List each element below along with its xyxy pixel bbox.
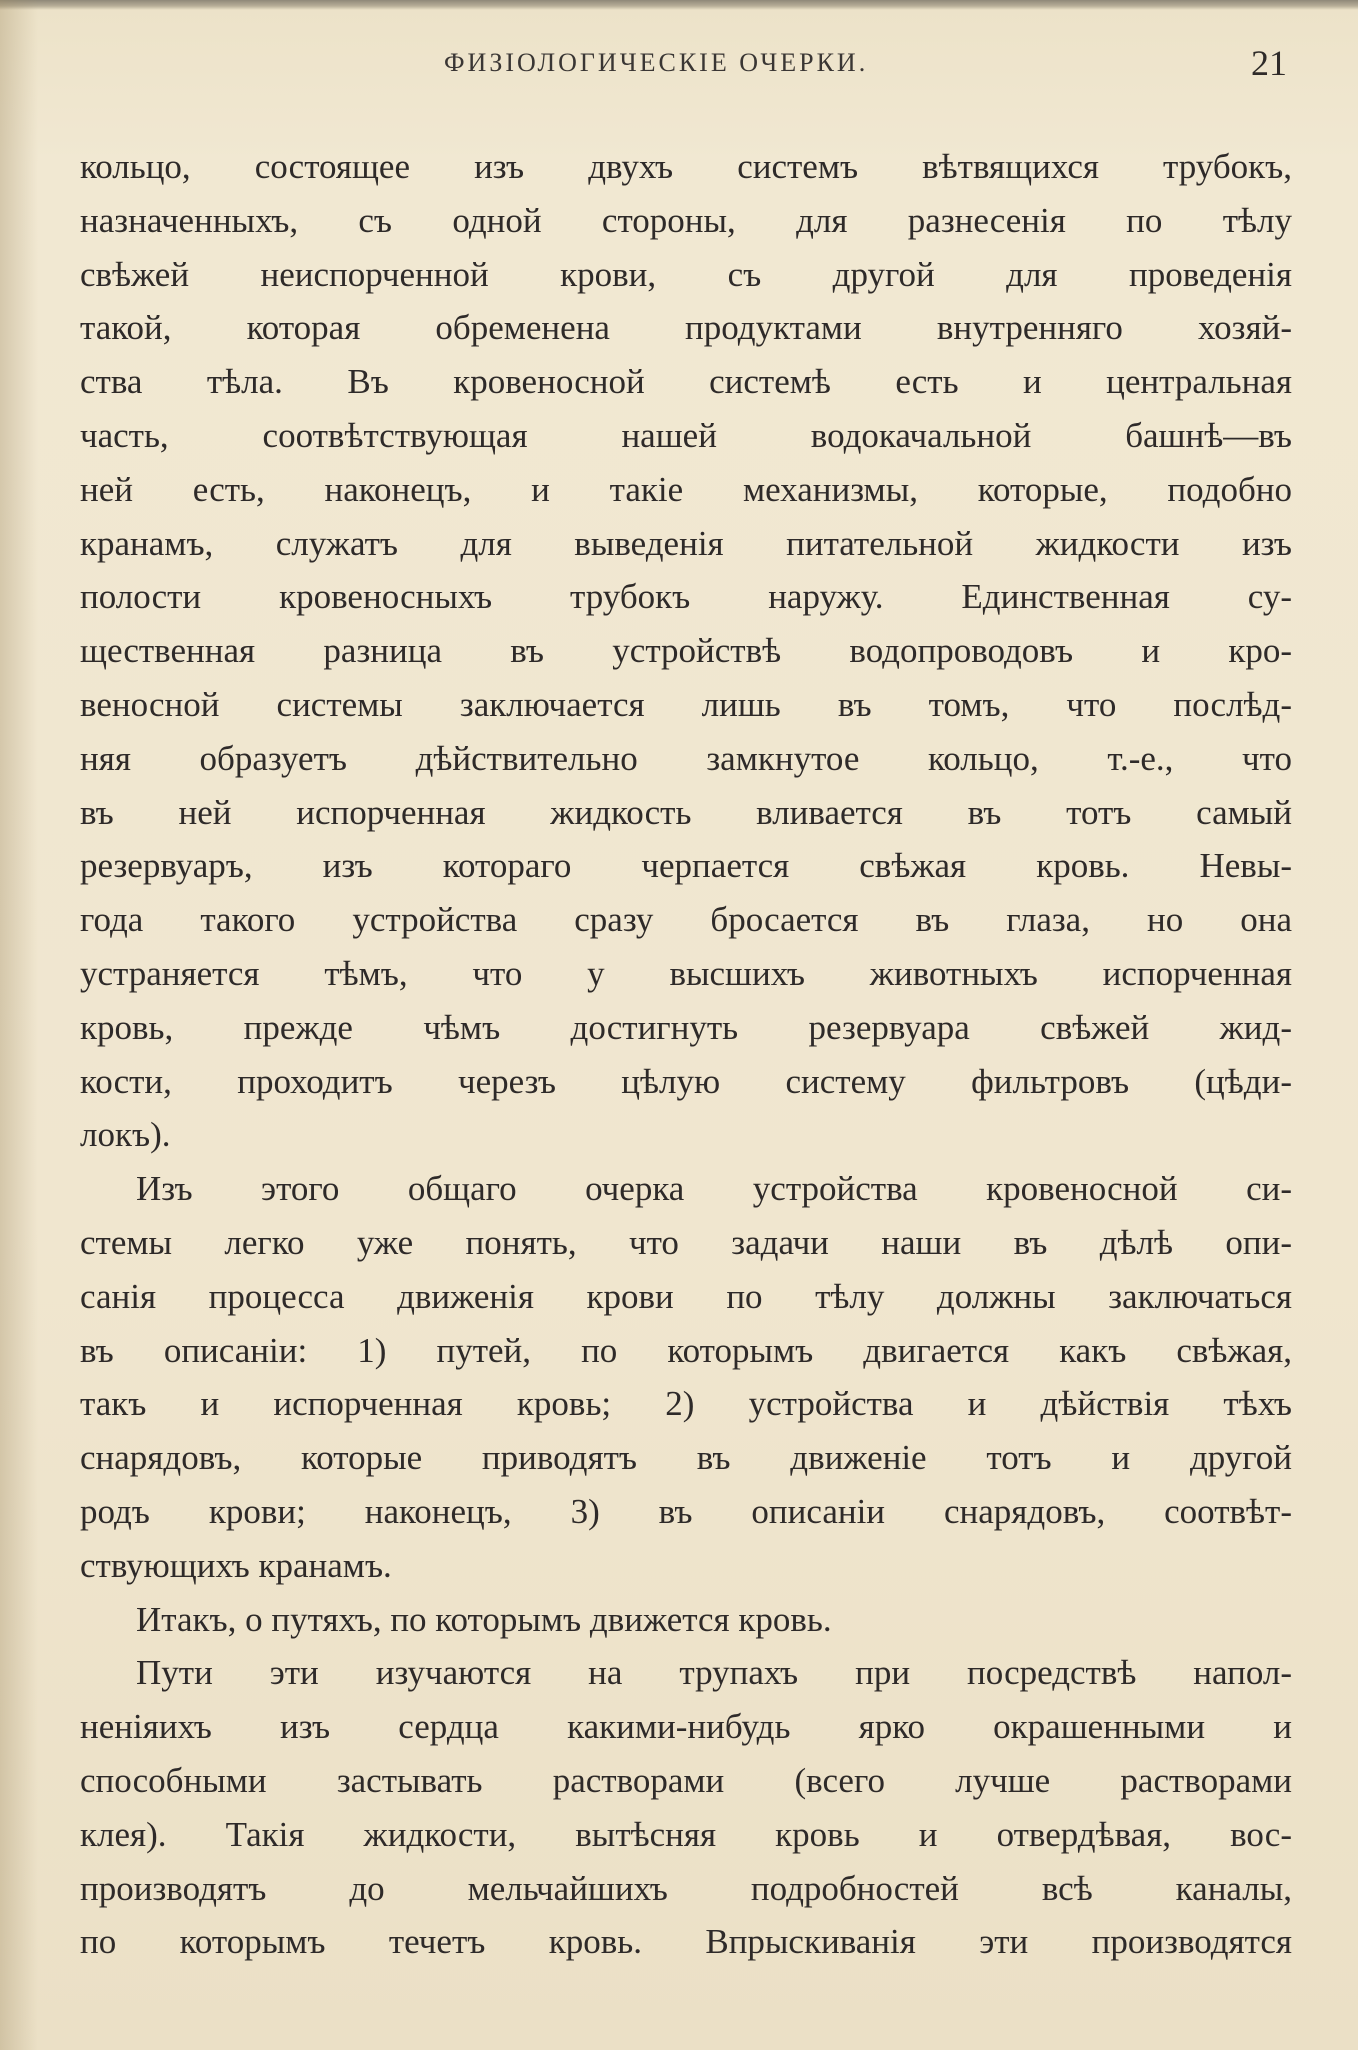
paragraph (80, 1646, 1292, 1969)
text-line: резервуаръ, изъ котораго черпается свѣжая кровь. Невы- (80, 846, 1292, 886)
text-line: щественная разница въ устройствѣ водопроводовъ и кро- (80, 631, 1292, 671)
text-line: снарядовъ, которые приводятъ въ движеніе тотъ и другой (80, 1438, 1292, 1478)
text-line: стемы легко уже понять, что задачи наши въ дѣлѣ опи- (80, 1222, 1292, 1262)
text-line: въ описаніи: 1) путей, по которымъ двигается какъ свѣжая, (80, 1330, 1292, 1370)
text-line: санія процесса движенія крови по тѣлу должны заключаться (80, 1276, 1292, 1316)
text-line: свѣжей неиспорченной крови, съ другой для проведенія (80, 254, 1292, 294)
text-line: клея). Такія жидкости, вытѣсняя кровь и отвердѣвая, вос- (80, 1814, 1292, 1854)
text-line: въ ней испорченная жидкость вливается въ тотъ самый (80, 792, 1292, 832)
text-line: ней есть, наконецъ, и такіе механизмы, которые, подобно (80, 469, 1292, 509)
text-line: локъ). (80, 1115, 171, 1155)
text-line: такъ и испорченная кровь; 2) устройства и дѣйствія тѣхъ (80, 1384, 1292, 1424)
text-line: кранамъ, служатъ для выведенія питательной жидкости изъ (80, 523, 1292, 563)
text-line: ства тѣла. Въ кровеносной системѣ есть и центральная (80, 362, 1292, 402)
paragraph (80, 1162, 1292, 1592)
text-line: полости кровеносныхъ трубокъ наружу. Единственная су- (80, 577, 1292, 617)
text-line: Итакъ, о путяхъ, по которымъ движется кровь. (136, 1599, 832, 1639)
text-line: года такого устройства сразу бросается въ глаза, но она (80, 900, 1292, 940)
text-line: такой, которая обременена продуктами внутренняго хозяй- (80, 308, 1292, 348)
text-line: кольцо, состоящее изъ двухъ системъ вѣтвящихся трубокъ, (80, 147, 1292, 186)
text-line: часть, соотвѣтствующая нашей водокачальной башнѣ—въ (80, 415, 1292, 455)
text-line: веносной системы заключается лишь въ томъ, что послѣд- (80, 684, 1292, 724)
text-line: по которымъ течетъ кровь. Впрыскиванія эти производятся (80, 1922, 1292, 1962)
text-line: Изъ этого общаго очерка устройства кровеносной си- (136, 1169, 1292, 1209)
text-line: родъ крови; наконецъ, 3) въ описаніи снарядовъ, соотвѣт- (80, 1491, 1292, 1531)
text-line: производятъ до мельчайшихъ подробностей всѣ каналы, (80, 1868, 1292, 1908)
text-line: кости, проходитъ черезъ цѣлую систему фильтровъ (цѣди- (80, 1061, 1292, 1101)
body-text (80, 140, 1292, 1969)
text-line: неніяихъ изъ сердца какими-нибудь ярко окрашенными и (80, 1707, 1292, 1747)
text-line: назначенныхъ, съ одной стороны, для разнесенія по тѣлу (80, 200, 1292, 240)
binding-shadow (0, 0, 38, 2050)
page-top-edge (0, 0, 1358, 10)
text-line: кровь, прежде чѣмъ достигнуть резервуара свѣжей жид- (80, 1007, 1292, 1047)
paragraph (80, 140, 1292, 1162)
text-line: няя образуетъ дѣйствительно замкнутое кольцо, т.-е., что (80, 738, 1292, 778)
text-line: ствующихъ кранамъ. (80, 1545, 392, 1585)
paragraph (80, 1593, 1292, 1647)
page-number: 21 (1251, 43, 1287, 83)
running-header (0, 44, 1358, 84)
text-line: способными застывать растворами (всего лучше растворами (80, 1760, 1292, 1800)
running-title: ФИЗIОЛОГИЧЕСКIЕ ОЧЕРКИ. (444, 48, 869, 77)
text-line: устраняется тѣмъ, что у высшихъ животныхъ испорченная (80, 953, 1292, 993)
text-line: Пути эти изучаются на трупахъ при посредствѣ напол- (136, 1653, 1292, 1693)
